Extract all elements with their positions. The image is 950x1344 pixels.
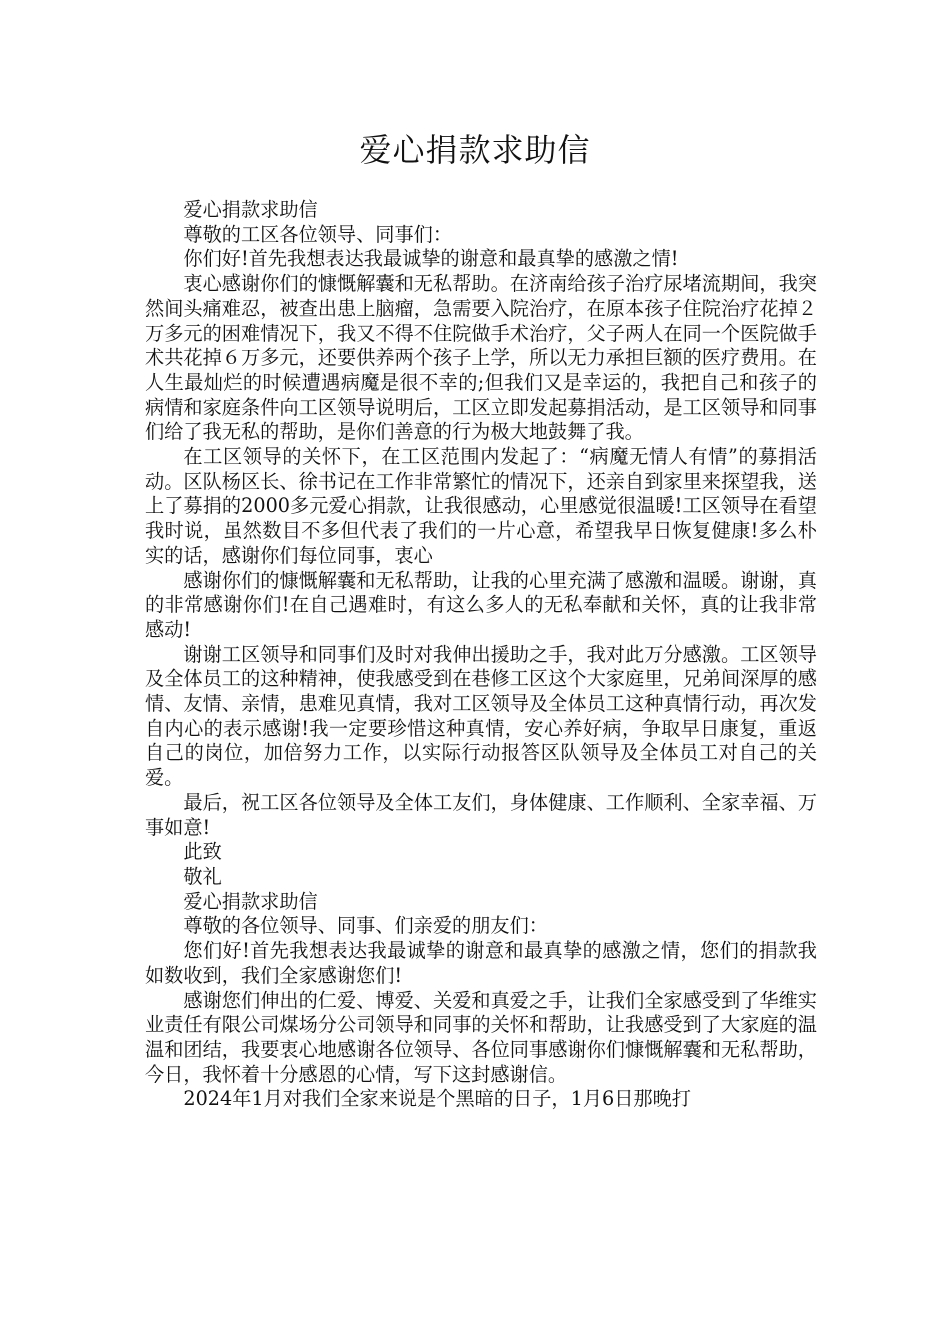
document-body bbox=[145, 198, 817, 1112]
paragraph-salutation-1: 尊敬的工区各位领导、同事们： bbox=[183, 222, 453, 246]
document-title: 爱心捐款求助信 bbox=[359, 131, 591, 169]
paragraph-greeting-1: 你们好!首先我想表达我最诚挚的谢意和最真挚的感激之情! bbox=[183, 247, 679, 271]
paragraph-jingli: 敬礼 bbox=[183, 864, 222, 888]
paragraph-body-2: 在工区领导的关怀下，在工区范围内发起了：“病魔无情人有情”的募捐活动。区队杨区长、徐书记在工作非常繁忙的情况下，还亲自到家里来探望我，送上了募捐的2000多元爱心捐款，让我很感动，心里感觉很温暖!工区领导在看望我时说，虽然数目不多但代表了我们的一片心意，希望我早日恢复健康!多么朴实的话，感谢你们每位同事，衷心 bbox=[145, 445, 817, 567]
paragraph-body-5: 感谢您们伸出的仁爱、博爱、关爱和真爱之手，让我们全家感受到了华维实业责任有限公司煤场分公司领导和同事的关怀和帮助，让我感受到了大家庭的温温和团结，我要衷心地感谢各位领导、各位同事感谢你们慷慨解囊和无私帮助，今日，我怀着十分感恩的心情，写下这封感谢信。 bbox=[145, 988, 817, 1086]
paragraph-body-4: 谢谢工区领导和同事们及时对我伸出援助之手，我对此万分感激。工区领导及全体员工的这种精神，使我感受到在巷修工区这个大家庭里，兄弟间深厚的感情、友情、亲情，患难见真情，我对工区领导及全体员工这种真情行动，再次发自内心的表示感谢!我一定要珍惜这种真情，安心养好病，争取早日康复，重返自己的岗位，加倍努力工作，以实际行动报答区队领导及全体员工对自己的关爱。 bbox=[145, 642, 817, 790]
paragraph-greeting-2: 您们好!首先我想表达我最诚挚的谢意和最真挚的感激之情，您们的捐款我如数收到，我们全家感谢您们! bbox=[145, 939, 817, 987]
paragraph-body-6: 2024年1月对我们全家来说是个黑暗的日子，1月6日那晚打 bbox=[183, 1087, 691, 1111]
paragraph-heading-1: 爱心捐款求助信 bbox=[183, 198, 318, 221]
paragraph-body-1: 衷心感谢你们的慷慨解囊和无私帮助。在济南给孩子治疗尿堵流期间，我突然间头痛难忍，被查出患上脑瘤，急需要入院治疗，在原本孩子住院治疗花掉２万多元的困难情况下，我又不得不住院做手术治疗，父子两人在同一个医院做手术共花掉６万多元，还要供养两个孩子上学，所以无力承担巨额的医疗费用。在人生最灿烂的时候遭遇病魔是很不幸的;但我们又是幸运的，我把自己和孩子的病情和家庭条件向工区领导说明后，工区立即发起募捐活动，是工区领导和同事们给了我无私的帮助，是你们善意的行为极大地鼓舞了我。 bbox=[145, 272, 817, 444]
paragraph-closing-wishes: 最后，祝工区各位领导及全体工友们，身体健康、工作顺利、全家幸福、万事如意! bbox=[145, 790, 817, 839]
paragraph-cizhi: 此致 bbox=[183, 840, 222, 864]
paragraph-heading-2: 爱心捐款求助信 bbox=[183, 889, 318, 913]
paragraph-body-3: 感谢你们的慷慨解囊和无私帮助，让我的心里充满了感激和温暖。谢谢，真的非常感谢你们!在自己遇难时，有这么多人的无私奉献和关怀，真的让我非常感动! bbox=[145, 568, 817, 641]
paragraph-salutation-2: 尊敬的各位领导、同事、们亲爱的朋友们： bbox=[183, 914, 548, 938]
